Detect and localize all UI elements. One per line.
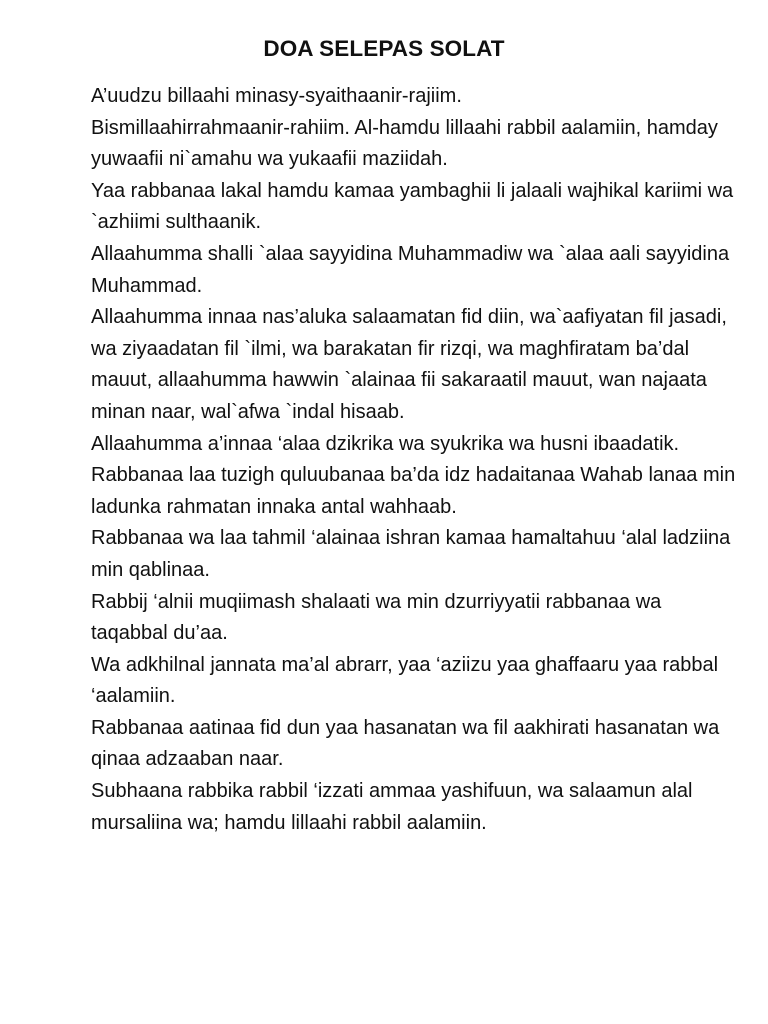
paragraph-praise: Yaa rabbanaa lakal hamdu kamaa yambaghii li jalaali wajhikal kariimi wa `azhiimi sulthaanik.	[91, 179, 734, 234]
paragraph-closing: Subhaana rabbika rabbil ‘izzati ammaa yashifuun, wa salaamun alal mursaliina wa; hamdu lillaahi rabbil aalamiin.	[91, 780, 693, 834]
paragraph-steadfast-heart: Rabbanaa laa tuzigh quluubanaa ba’da idz hadaitanaa Wahab lanaa min ladunka rahmatan innaka antal wahhaab.	[91, 464, 736, 518]
page-title: DOA SELEPAS SOLAT	[263, 36, 505, 61]
prayer-text	[91, 81, 741, 839]
paragraph-shalawat: Allaahumma shalli `alaa sayyidina Muhammadiw wa `alaa aali sayyidina Muhammad.	[91, 242, 730, 297]
paragraph-no-burden: Rabbanaa wa laa tahmil ‘alainaa ishran kamaa hamaltahuu ‘alal ladziina min qablinaa.	[91, 527, 731, 581]
paragraph-dzikir: Allaahumma a’innaa ‘alaa dzikrika wa syukrika wa husni ibaadatik.	[91, 432, 680, 455]
paragraph-supplication-wellbeing: Allaahumma innaa nas’aluka salaamatan fid diin, wa`aafiyatan fil jasadi, wa ziyaadatan fil `ilmi, wa barakatan fir rizqi, wa maghfiratam ba’dal mauut, allaahumma hawwin `alainaa fii sakaraatil mauut, wan najaata minan naar, wal`afwa `indal hisaab.	[91, 306, 727, 423]
paragraph-establish-prayer: Rabbij ‘alnii muqiimash shalaati wa min dzurriyyatii rabbanaa wa taqabbal du’aa.	[91, 590, 662, 645]
paragraph-good-in-both-worlds: Rabbanaa aatinaa fid dun yaa hasanatan wa fil aakhirati hasanatan wa qinaa adzaaban naar.	[91, 716, 720, 771]
paragraph-taawudz: A’uudzu billaahi minasy-syaithaanir-rajiim.	[91, 85, 462, 107]
paragraph-basmalah: Bismillaahirrahmaanir-rahiim. Al-hamdu lillaahi rabbil aalamiin, hamday yuwaafii ni`amahu wa yukaafii maziidah.	[91, 116, 718, 171]
paragraph-paradise: Wa adkhilnal jannata ma’al abrarr, yaa ‘aziizu yaa ghaffaaru yaa rabbal ‘aalamiin.	[91, 653, 719, 708]
